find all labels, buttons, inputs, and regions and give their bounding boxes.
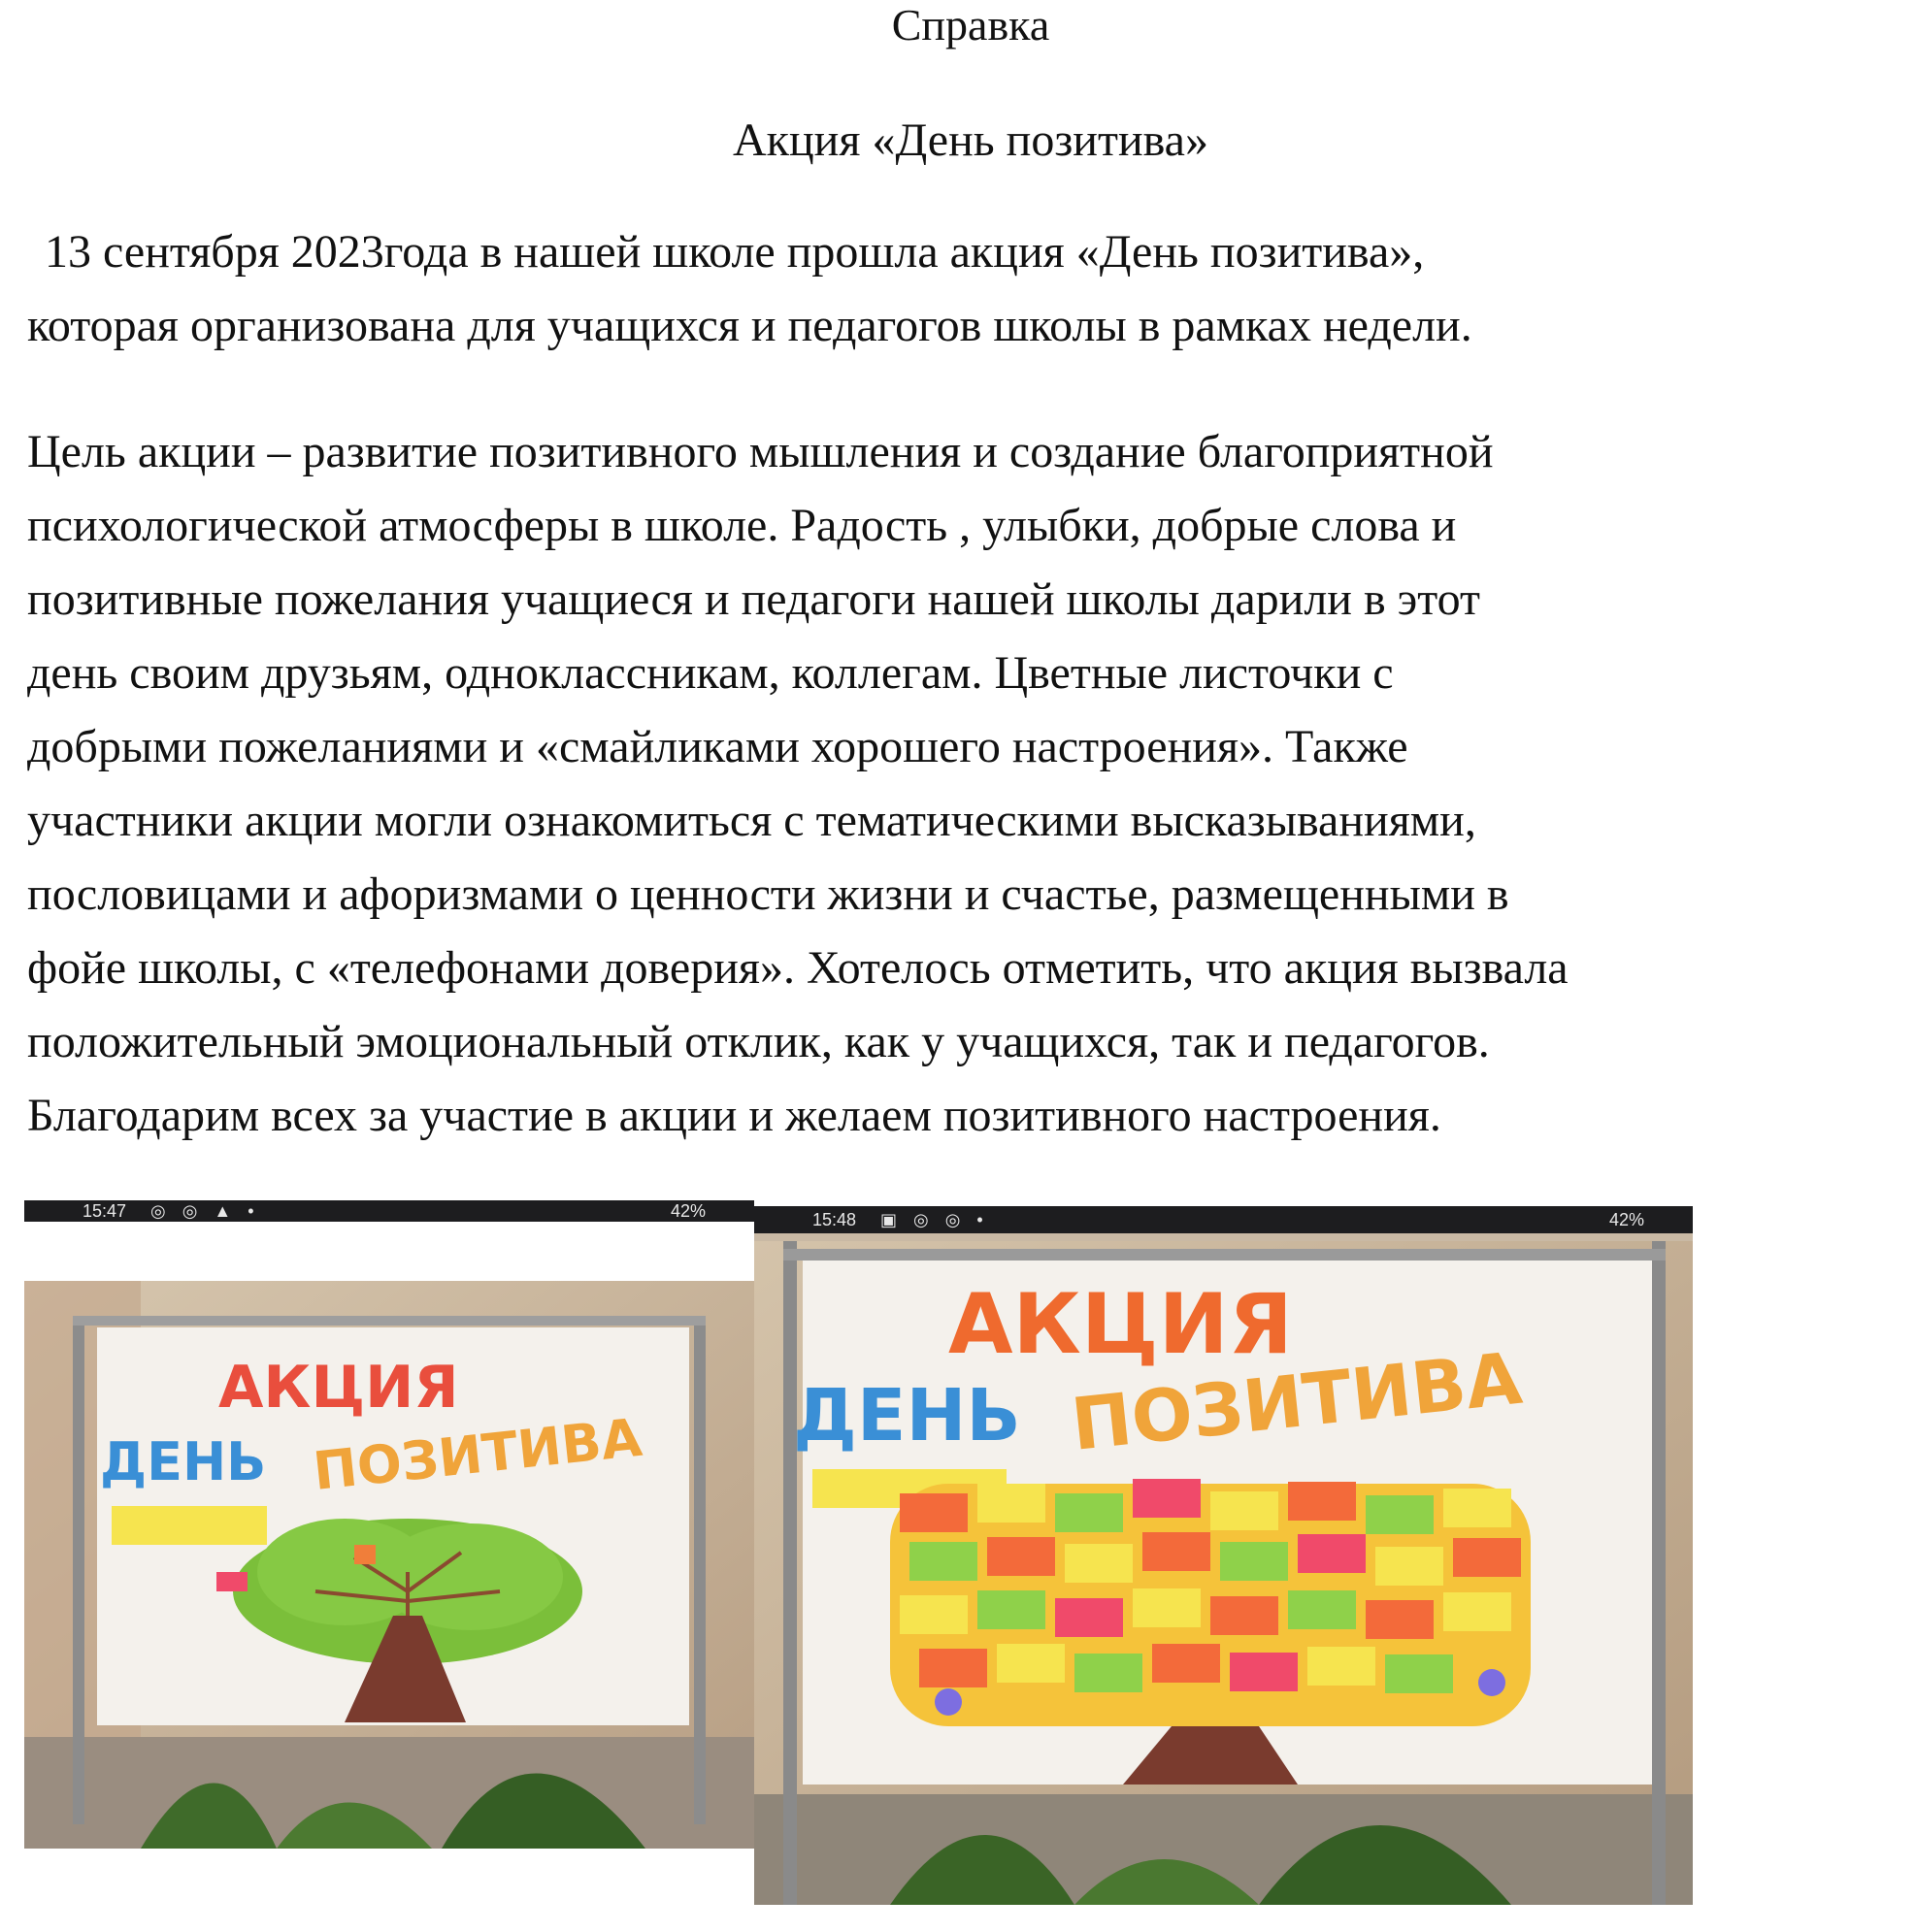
document-subtitle: Акция «День позитива» (733, 115, 1208, 166)
sticky-note (1375, 1547, 1443, 1586)
smiley-sticker (1478, 1669, 1505, 1696)
poster-scene (24, 1281, 754, 1849)
paragraph-line: фойе школы, с «телефонами доверия». Хотелось отметить, что акция вызвала (27, 942, 1569, 994)
status-icons: ▣ ◎ ◎ • (880, 1210, 989, 1229)
stand-pole-left (783, 1241, 797, 1905)
stand-bar-top (783, 1249, 1666, 1261)
stand-pole-right (1652, 1241, 1666, 1905)
sticky-note (1220, 1542, 1288, 1581)
paragraph-line: положительный эмоциональный отклик, как у учащихся, так и педагогов. (27, 1016, 1490, 1067)
poster-title-den: ДЕНЬ (793, 1374, 1021, 1457)
status-time: 15:47 (83, 1201, 127, 1221)
body-paragraph (27, 415, 1900, 1153)
photo-poster-tree-empty (24, 1200, 754, 1849)
sticky-note (1142, 1532, 1210, 1571)
poster-title-pozitiva: ПОЗИТИВА (310, 1406, 645, 1502)
paragraph-line: пословицами и афоризмами о ценности жизни и счастье, размещенными в (27, 868, 1509, 920)
stand-pole-left (73, 1320, 84, 1824)
sticky-note (1385, 1654, 1453, 1693)
paragraph-line: участники акции могли ознакомиться с тематическими высказываниями, (27, 795, 1476, 846)
sticker (354, 1545, 376, 1564)
sticky-note (1307, 1647, 1375, 1686)
sticky-note (1443, 1489, 1511, 1527)
status-time: 15:48 (812, 1210, 857, 1229)
poster-title-pozitiva: ПОЗИТИВА (1067, 1336, 1526, 1467)
poster-scene (754, 1241, 1693, 1905)
phone-status-bar (754, 1206, 1693, 1233)
sticky-note (1288, 1590, 1356, 1629)
sticky-note (977, 1590, 1045, 1629)
paragraph-line: добрыми пожеланиями и «смайликами хорошего настроения». Также (27, 721, 1408, 772)
sticky-note (919, 1649, 987, 1687)
phone-status-bar (24, 1200, 754, 1222)
sticky-note (1443, 1592, 1511, 1631)
stand-pole-right (694, 1320, 706, 1824)
paragraph-line: день своим друзьям, одноклассникам, коллегам. Цветные листочки с (27, 647, 1394, 699)
sticky-note (1055, 1493, 1123, 1532)
paragraph-line: позитивные пожелания учащиеся и педагоги нашей школы дарили в этот (27, 573, 1480, 625)
smiley-sticker (935, 1688, 962, 1716)
sticky-note (1133, 1479, 1201, 1518)
sticky-note (987, 1537, 1055, 1576)
sticky-note (1453, 1538, 1521, 1577)
sticky-note (1298, 1534, 1366, 1573)
sticky-note (1230, 1653, 1298, 1691)
paragraph-line: Цель акции – развитие позитивного мышления и создание благоприятной (27, 426, 1494, 477)
photo-white-gap (24, 1222, 754, 1281)
sticky-note (1210, 1491, 1278, 1530)
sticky-note (1366, 1495, 1434, 1534)
sticky-note (1065, 1544, 1133, 1583)
paragraph-line: которая организована для учащихся и педагогов школы в рамках недели. (27, 300, 1472, 351)
status-battery: 42% (1608, 1210, 1644, 1229)
sticky-note (1366, 1600, 1434, 1639)
sticky-note (1133, 1588, 1201, 1627)
sticky-notes-cloud (890, 1479, 1531, 1726)
stand-bar-top (73, 1316, 706, 1326)
poster-title-akciya: АКЦИЯ (218, 1354, 459, 1422)
photo-poster-tree-filled (754, 1206, 1693, 1905)
poster-title-akciya: АКЦИЯ (948, 1276, 1293, 1373)
sticker (216, 1572, 248, 1591)
poster-title-den: ДЕНЬ (100, 1431, 267, 1492)
intro-paragraph (27, 215, 1900, 363)
sticky-note (997, 1644, 1065, 1683)
sticky-note (900, 1493, 968, 1532)
document-title: Справка (891, 0, 1050, 49)
sticky-note (977, 1484, 1045, 1523)
status-battery: 42% (670, 1201, 706, 1221)
sticky-note (1210, 1596, 1278, 1635)
sticky-note (900, 1595, 968, 1634)
paragraph-line: 13 сентября 2023года в нашей школе прошла акция «День позитива», (45, 226, 1425, 278)
poster-note-yellow (112, 1506, 267, 1545)
paragraph-line: Благодарим всех за участие в акции и желаем позитивного настроения. (27, 1090, 1441, 1141)
sticky-note (909, 1542, 977, 1581)
sticky-note (1055, 1598, 1123, 1637)
sticky-note (1288, 1482, 1356, 1521)
status-icons: ◎ ◎ ▲ • (150, 1201, 260, 1221)
paragraph-line: психологической атмосферы в школе. Радость , улыбки, добрые слова и (27, 500, 1457, 551)
sticky-note (1074, 1654, 1142, 1692)
sticky-note (1152, 1644, 1220, 1683)
